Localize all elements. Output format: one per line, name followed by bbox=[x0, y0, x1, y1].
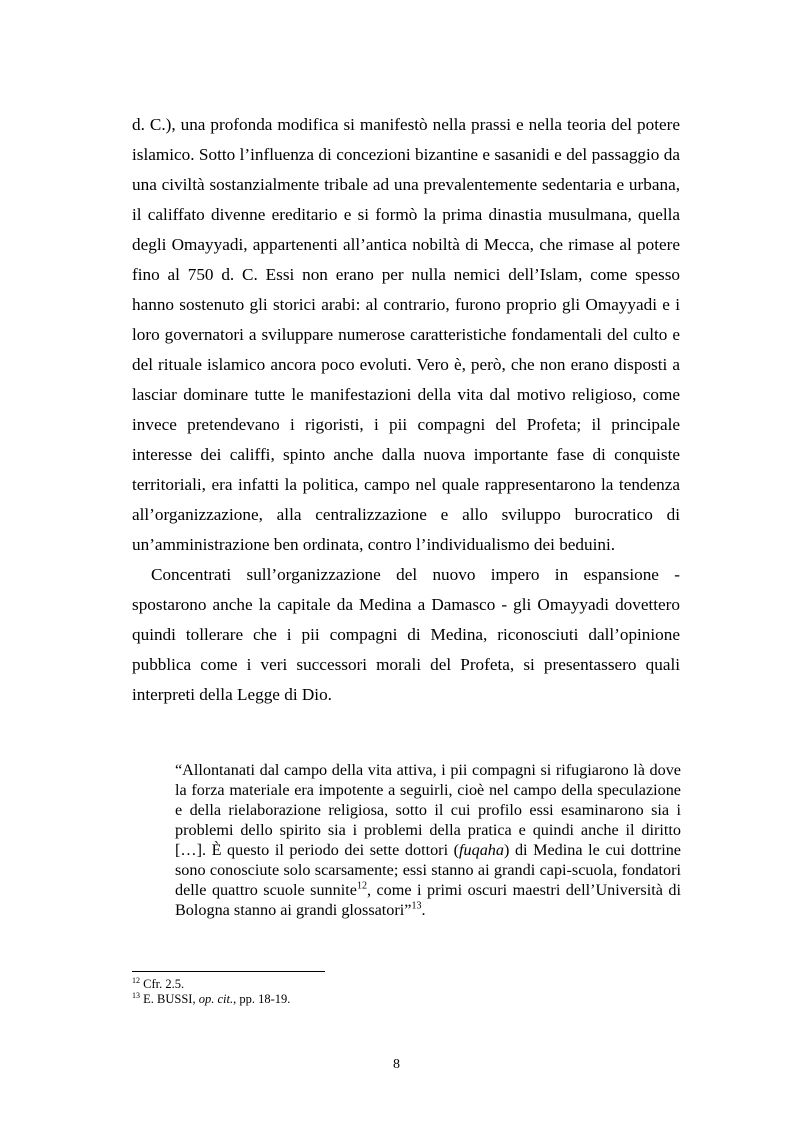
footnote-12 bbox=[132, 977, 680, 992]
quote-text-part-1: “Allontanati dal campo della vita attiva, i pii compagni si rifugiarono là dove la forza materiale era impotente a seguirli, cioè nel campo della speculazione e della rielaborazione religiosa, sotto il cui profilo essi esaminarono sia i problemi dello spirito sia i problemi della pratica e quindi anche il diritto […]. È questo il periodo dei sette dottori ( bbox=[175, 761, 681, 859]
footnote-separator bbox=[132, 971, 325, 972]
block-quote bbox=[175, 760, 681, 920]
footnote-author: E. BUSSI, bbox=[143, 992, 199, 1006]
body-paragraph-2: Concentrati sull’organizzazione del nuovo impero in espansione - spostarono anche la capitale da Medina a Damasco - gli Omayyadi dovettero quindi tollerare che i pii compagni di Medina, riconosciuti dall’opinione pubblica come i veri successori morali del Profeta, si presentassero quali interpreti della Legge di Dio. bbox=[132, 565, 680, 704]
footnote-number: 12 bbox=[132, 975, 140, 985]
footnote-ref-13[interactable]: 13 bbox=[411, 900, 422, 912]
footnotes bbox=[132, 977, 680, 1007]
quote-text-part-2: ) di Medina le cui dottrine sono conosciute solo scarsamente; essi stanno ai grandi capi-scuola, fondatori delle quattro scuole sunnite bbox=[175, 841, 681, 899]
quote-italic-term: fuqaha bbox=[459, 841, 504, 859]
footnote-rest: , pp. 18-19. bbox=[233, 992, 291, 1006]
footnote-13 bbox=[132, 992, 680, 1007]
footnote-ref-12[interactable]: 12 bbox=[356, 880, 367, 892]
footnote-text: Cfr. 2.5. bbox=[143, 977, 185, 991]
quote-text-part-4: . bbox=[421, 901, 426, 919]
page-number: 8 bbox=[393, 1057, 400, 1072]
main-text bbox=[132, 110, 680, 710]
quote-text-part-3: , come i primi oscuri maestri dell’Università di Bologna stanno ai grandi glossatori” bbox=[175, 881, 681, 919]
footnote-number: 13 bbox=[132, 990, 140, 1000]
quote-paragraph bbox=[175, 760, 681, 920]
footnote-italic: op. cit. bbox=[198, 992, 234, 1006]
body-paragraph-1: d. C.), una profonda modifica si manifestò nella prassi e nella teoria del potere islamico. Sotto l’influenza di concezioni bizantine e sasanidi e del passaggio da una civiltà sostanzialmente tribale ad una prevalentemente sedentaria e urbana, il califfato divenne ereditario e si formò la prima dinastia musulmana, quella degli Omayyadi, appartenenti all’antica nobiltà di Mecca, che rimase al potere fino al 750 d. C. Essi non erano per nulla nemici dell’Islam, come spesso hanno sostenuto gli storici arabi: al contrario, furono proprio gli Omayyadi e i loro governatori a sviluppare numerose caratteristiche fondamentali del culto e del rituale islamico ancora poco evoluti. Vero è, però, che non erano disposti a lasciar dominare tutte le manifestazioni della vita dal motivo religioso, come invece pretendevano i rigoristi, i pii compagni del Profeta; il principale interesse dei califfi, spinto anche dalla nuova importante fase di conquiste territoriali, era infatti la politica, campo nel quale rappresentarono la tendenza all’organizzazione, alla centralizzazione e allo sviluppo burocratico di un’amministrazione ben ordinata, contro l’individualismo dei beduini. bbox=[132, 115, 680, 554]
